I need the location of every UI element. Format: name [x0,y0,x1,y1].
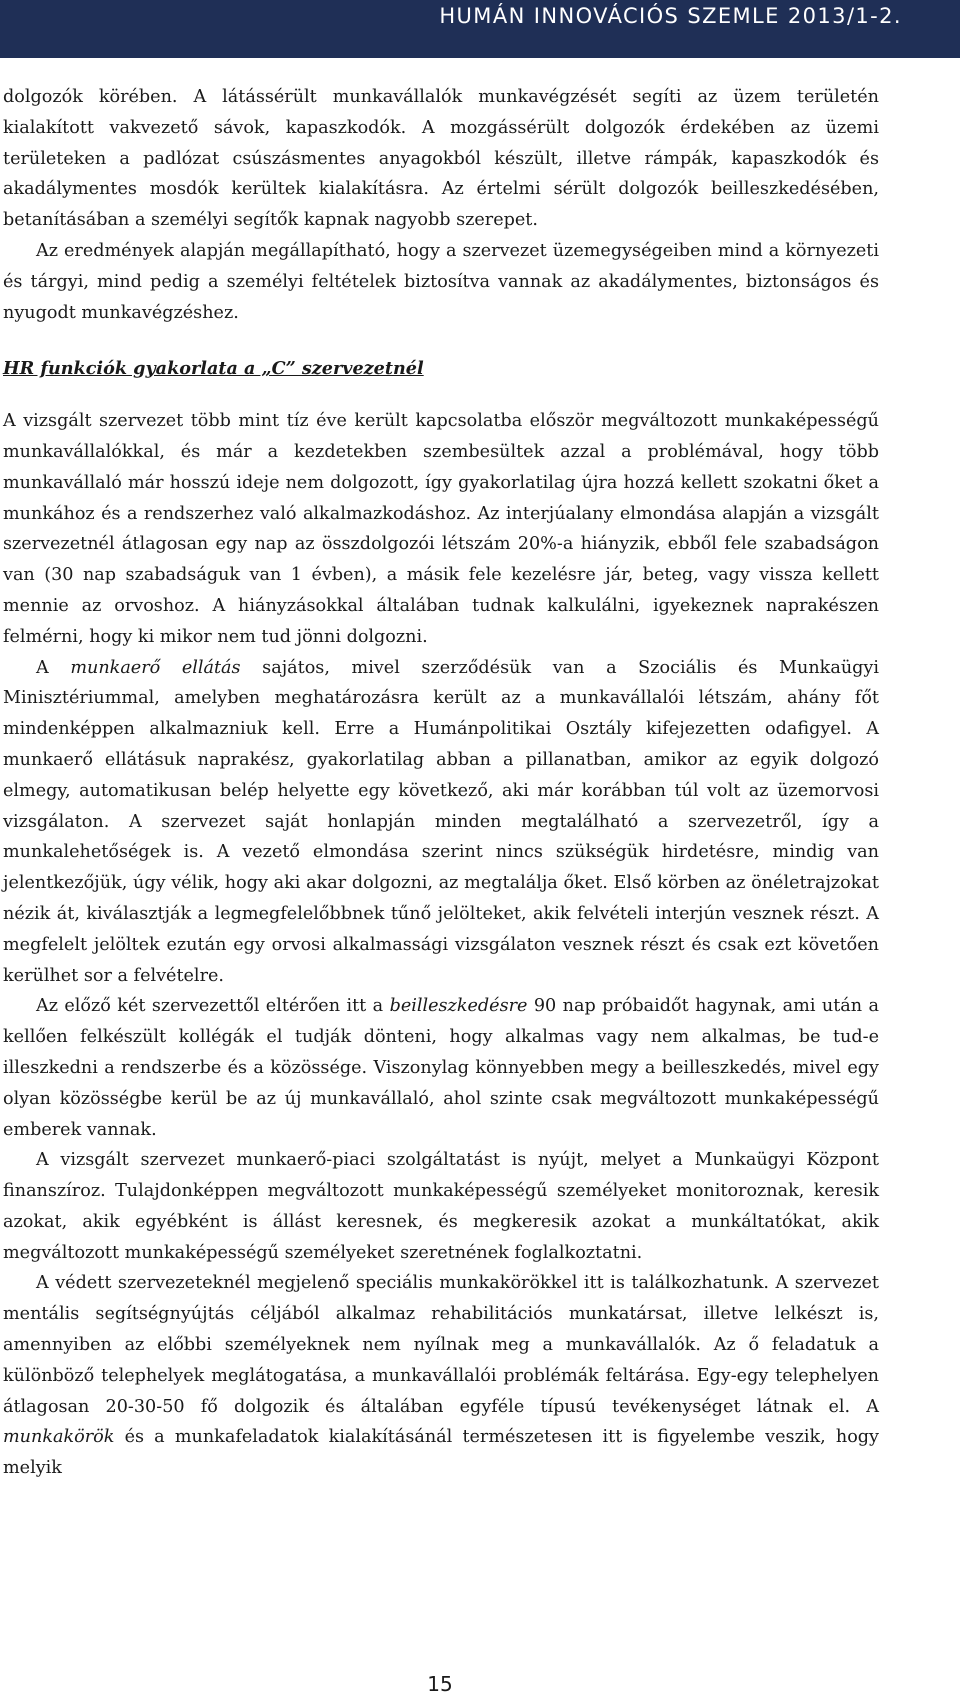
term-munkaero-ellatas: munkaerő ellátás [70,657,241,678]
paragraph-5-start: A védett szervezeteknél megjelenő speciális munkakörökkel itt is találkozhatunk. A szervezet mentális segítségnyújtás céljából alkalmaz rehabilitációs munkatársat, illetve lelkészt is, amennyiben az előbbi személyeknek nem nyílnak meg a munkavállalók. Az ő feladatuk a különböző telephelyek meglátogatása, a munkavállalói problémák feltárása. Egy-egy telephelyen átlagosan 20-30-50 fő dolgozik és általában egyféle típusú tevékenységet látnak el. A [3,1273,879,1417]
paragraph-1: A vizsgált szervezet több mint tíz éve került kapcsolatba először megváltozott munkaképességű munkavállalókkal, és már a kezdetekben szembesültek azzal a problémával, hogy több munkavállaló már hosszú ideje nem dolgozott, így gyakorlatilag újra hozzá kellett szokatni őket a munkához és a rendszerhez való alkalmazkodáshoz. Az interjúalany elmondása alapján a vizsgált szervezetnél átlagosan egy nap az összdolgozói létszám 20%-a hiányzik, ebből fele szabadságon van (30 nap szabadságuk van 1 évben), a másik fele kezelésre jár, beteg, vagy vissza kellett mennie az orvoshoz. A hiányzásokkal általában tudnak kalkulálni, igyekeznek naprakészen felmérni, hogy ki mikor nem tud jönni dolgozni. [3,411,879,647]
journal-title: HUMÁN INNOVÁCIÓS SZEMLE 2013/1-2. [439,4,902,28]
paragraph-2 [3,653,879,992]
page-number: 15 [427,1672,453,1696]
paragraph-2-start: A [36,657,71,678]
paragraph-4: A vizsgált szervezet munkaerő-piaci szolgáltatást is nyújt, melyet a Munkaügyi Központ finanszíroz. Tulajdonképpen megváltozott munkaképességű személyeket monitoroznak, keresik azokat, akik egyébként is állást keresnek, és megkeresik azokat a munkáltatókat, akik megváltozott munkaképességű személyeket szeretnének foglalkoztatni. [3,1150,879,1263]
section-heading: HR funkciók gyakorlata a „C” szervezetnél [3,358,424,380]
paragraph-5-rest: és a munkafeladatok kialakításánál természetesen itt is figyelembe veszik, hogy melyik [3,1427,879,1479]
paragraph-3-rest: 90 nap próbaidőt hagynak, ami után a kellően felkészült kollégák el tudják dönteni, hogy alkalmas vagy nem alkalmas, be tud-e illeszkedni a rendszerbe és a közössége. Viszonylag könnyebben megy a beilleszkedés, mivel egy olyan közösségbe kerül be az új munkavállaló, ahol szinte csak megváltozott munkaképességű emberek vannak. [3,996,879,1140]
journal-header [0,0,960,58]
article-body [3,82,879,1484]
paragraph-intro: dolgozók körében. A látássérült munkavállalók munkavégzését segíti az üzem területén kialakított vakvezető sávok, kapaszkodók. A mozgássérült dolgozók érdekében az üzemi területeken a padlózat csúszásmentes anyagokból készült, illetve rámpák, kapaszkodók és akadálymentes mosdók kerültek kialakításra. Az értelmi sérült dolgozók beilleszkedésében, betanításában a személyi segítők kapnak nagyobb szerepet. [3,87,879,231]
term-munkakorok: munkakörök [3,1427,115,1448]
paragraph-results: Az eredmények alapján megállapítható, hogy a szervezet üzemegységeiben mind a környezeti és tárgyi, mind pedig a személyi feltételek biztosítva vannak az akadálymentes, biztonságos és nyugodt munkavégzéshez. [3,240,879,323]
paragraph-2-rest: sajátos, mivel szerződésük van a Szociális és Munkaügyi Minisztériummal, amelyben meghatározásra került az a munkavállalói létszám, ahány főt mindenképpen alkalmazniuk kell. Erre a Humánpolitikai Osztály kifejezetten odafigyel. A munkaerő ellátásuk naprakész, gyakorlatilag abban a pillanatban, amikor az egyik dolgozó elmegy, automatikusan belép helyette egy következő, aki már korábban túl volt az üzemorvosi vizsgálaton. A szervezet saját honlapján minden megtalálható a szervezetről, így a munkalehetőségek is. A vezető elmondása szerint nincs szükségük hirdetésre, mindig van jelentkezőjük, úgy vélik, hogy aki akar dolgozni, az megtalálja őket. Első körben az önéletrajzokat nézik át, kiválasztják a legmegfelelőbbnek tűnő jelölteket, akik felvételi interjún vesznek részt. A megfelelt jelöltek ezután egy orvosi alkalmassági vizsgálaton vesznek részt és csak ezt követően kerülhet sor a felvételre. [3,657,879,986]
paragraph-3-start: Az előző két szervezettől eltérően itt a [36,996,390,1017]
paragraph-5 [3,1268,879,1484]
paragraph-3 [3,991,879,1145]
term-beilleszkedesre: beilleszkedésre [389,996,528,1017]
